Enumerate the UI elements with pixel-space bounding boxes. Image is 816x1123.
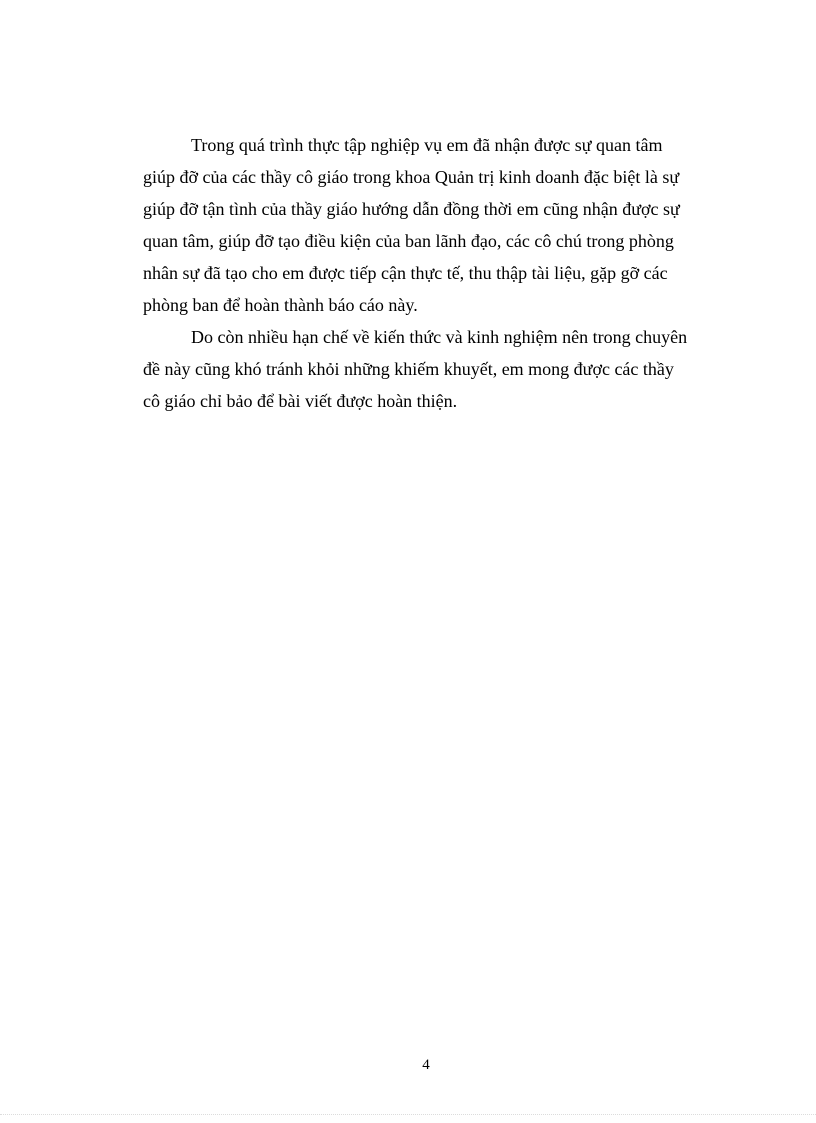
- page-number: 4: [422, 1057, 430, 1073]
- paragraph-2-line-2: đề này cũng khó tránh khỏi những khiếm khuyết, em mong được các thầy: [143, 359, 674, 379]
- paragraph-1-line-3: giúp đỡ tận tình của thầy giáo hướng dẫn đồng thời em cũng nhận được sự: [143, 199, 680, 219]
- paragraph-1-line-6: phòng ban để hoàn thành báo cáo này.: [143, 295, 418, 315]
- paragraph-1-line-2: giúp đỡ của các thầy cô giáo trong khoa Quản trị kinh doanh đặc biệt là sự: [143, 167, 680, 187]
- paragraph-2-line-3: cô giáo chỉ bảo để bài viết được hoàn thiện.: [143, 391, 458, 411]
- page-bottom-divider: [0, 1114, 816, 1115]
- paragraph-1-line-4: quan tâm, giúp đỡ tạo điều kiện của ban lãnh đạo, các cô chú trong phòng: [143, 231, 674, 251]
- paragraph-2-line-1: Do còn nhiều hạn chế về kiến thức và kinh nghiệm nên trong chuyên: [191, 327, 688, 347]
- paragraph-1-line-1: Trong quá trình thực tập nghiệp vụ em đã nhận được sự quan tâm: [191, 135, 663, 155]
- paragraph-1-line-5: nhân sự đã tạo cho em được tiếp cận thực tế, thu thập tài liệu, gặp gỡ các: [143, 263, 668, 283]
